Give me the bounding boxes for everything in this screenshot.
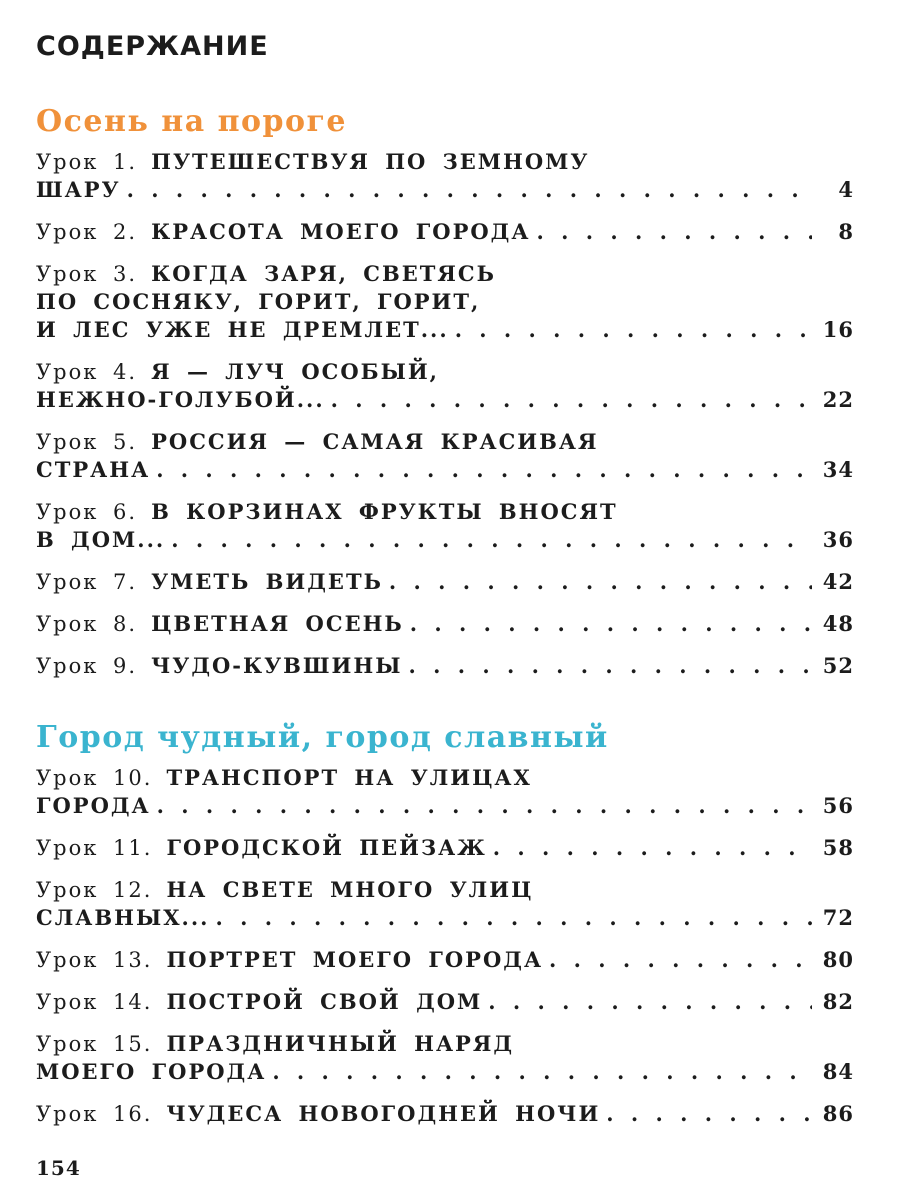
toc-entry-line xyxy=(36,260,854,288)
page-ref: 42 xyxy=(822,569,854,594)
lesson-title: В КОРЗИНАХ ФРУКТЫ ВНОСЯТ xyxy=(151,499,618,524)
dot-leader xyxy=(156,456,812,484)
page-ref: 86 xyxy=(822,1101,854,1126)
toc-entry-line xyxy=(36,610,854,638)
toc-entry[interactable] xyxy=(36,498,854,554)
lesson-label: Урок 13. xyxy=(36,948,153,972)
page-ref: 72 xyxy=(822,905,854,930)
lesson-label: Урок 2. xyxy=(36,220,138,244)
toc-entry[interactable] xyxy=(36,1100,854,1128)
dot-leader xyxy=(549,946,812,974)
lesson-label: Урок 9. xyxy=(36,654,138,678)
lesson-label: Урок 11. xyxy=(36,836,153,860)
lesson-title: В ДОМ... xyxy=(36,527,166,552)
dot-leader xyxy=(536,218,812,246)
section-title-autumn: Осень на пороге xyxy=(36,104,348,139)
dot-leader xyxy=(331,386,812,414)
toc-page xyxy=(36,26,854,1142)
toc-entry-line xyxy=(36,876,854,904)
toc-entry-line xyxy=(36,176,854,204)
lesson-title: КРАСОТА МОЕГО ГОРОДА xyxy=(151,219,531,244)
page-ref: 8 xyxy=(838,219,854,244)
toc-list-city xyxy=(36,764,854,1128)
toc-entry-line xyxy=(36,1100,854,1128)
toc-entry-line xyxy=(36,946,854,974)
lesson-title: ПО СОСНЯКУ, ГОРИТ, ГОРИТ, xyxy=(36,289,481,314)
lesson-title: ГОРОДА xyxy=(36,793,151,818)
lesson-title: ЧУДЕСА НОВОГОДНЕЙ НОЧИ xyxy=(166,1101,601,1126)
page-ref: 48 xyxy=(822,611,854,636)
page-ref: 4 xyxy=(838,177,854,202)
dot-leader xyxy=(455,316,812,344)
toc-entry-line xyxy=(36,498,854,526)
page-ref: 16 xyxy=(822,317,854,342)
page-number: 154 xyxy=(36,1156,81,1180)
toc-entry[interactable] xyxy=(36,876,854,932)
toc-entry[interactable] xyxy=(36,1030,854,1086)
lesson-label: Урок 14. xyxy=(36,990,153,1014)
page-ref: 82 xyxy=(822,989,854,1014)
toc-entry[interactable] xyxy=(36,358,854,414)
page-ref: 34 xyxy=(822,457,854,482)
lesson-title: ПУТЕШЕСТВУЯ ПО ЗЕМНОМУ xyxy=(151,149,590,174)
dot-leader xyxy=(493,834,812,862)
page-ref: 56 xyxy=(822,793,854,818)
toc-entry-line xyxy=(36,988,854,1016)
toc-entry-line xyxy=(36,792,854,820)
toc-entry[interactable] xyxy=(36,610,854,638)
lesson-label: Урок 4. xyxy=(36,360,138,384)
dot-leader xyxy=(389,568,812,596)
lesson-title: ТРАНСПОРТ НА УЛИЦАХ xyxy=(166,765,532,790)
toc-entry-line xyxy=(36,288,854,316)
lesson-title: ШАРУ xyxy=(36,177,121,202)
lesson-label: Урок 15. xyxy=(36,1032,153,1056)
toc-list-autumn xyxy=(36,148,854,680)
page-ref: 36 xyxy=(822,527,854,552)
toc-entry[interactable] xyxy=(36,260,854,344)
lesson-title: ЦВЕТНАЯ ОСЕНЬ xyxy=(151,611,404,636)
toc-entry-line xyxy=(36,456,854,484)
dot-leader xyxy=(157,792,812,820)
lesson-label: Урок 3. xyxy=(36,262,138,286)
lesson-label: Урок 8. xyxy=(36,612,138,636)
dot-leader xyxy=(272,1058,812,1086)
lesson-label: Урок 7. xyxy=(36,570,138,594)
toc-entry[interactable] xyxy=(36,428,854,484)
lesson-title: Я — ЛУЧ ОСОБЫЙ, xyxy=(151,359,439,384)
dot-leader xyxy=(215,904,812,932)
lesson-title: ГОРОДСКОЙ ПЕЙЗАЖ xyxy=(166,835,487,860)
toc-entry[interactable] xyxy=(36,834,854,862)
toc-entry[interactable] xyxy=(36,988,854,1016)
lesson-title: ПРАЗДНИЧНЫЙ НАРЯД xyxy=(166,1031,515,1056)
page-ref: 80 xyxy=(822,947,854,972)
lesson-label: Урок 5. xyxy=(36,430,138,454)
lesson-title: КОГДА ЗАРЯ, СВЕТЯСЬ xyxy=(151,261,496,286)
toc-entry-line xyxy=(36,834,854,862)
toc-entry-line xyxy=(36,1058,854,1086)
dot-leader xyxy=(408,652,812,680)
lesson-title: ПОСТРОЙ СВОЙ ДОМ xyxy=(166,989,483,1014)
lesson-title: НЕЖНО-ГОЛУБОЙ... xyxy=(36,387,325,412)
toc-entry[interactable] xyxy=(36,148,854,204)
toc-entry-line xyxy=(36,764,854,792)
dot-leader xyxy=(488,988,812,1016)
lesson-title: СТРАНА xyxy=(36,457,151,482)
lesson-title: УМЕТЬ ВИДЕТЬ xyxy=(151,569,383,594)
page-ref: 52 xyxy=(822,653,854,678)
lesson-title: СЛАВНЫХ... xyxy=(36,905,210,930)
toc-entry[interactable] xyxy=(36,764,854,820)
lesson-title: РОССИЯ — САМАЯ КРАСИВАЯ xyxy=(151,429,599,454)
toc-entry-line xyxy=(36,358,854,386)
lesson-title: ПОРТРЕТ МОЕГО ГОРОДА xyxy=(166,947,544,972)
toc-entry-line xyxy=(36,652,854,680)
toc-entry-line xyxy=(36,526,854,554)
dot-leader xyxy=(606,1100,812,1128)
dot-leader xyxy=(127,176,812,204)
lesson-label: Урок 1. xyxy=(36,150,138,174)
toc-entry-line xyxy=(36,904,854,932)
section-title-city: Город чудный, город славный xyxy=(36,720,609,755)
toc-entry-line xyxy=(36,428,854,456)
toc-entry-line xyxy=(36,218,854,246)
toc-entry[interactable] xyxy=(36,946,854,974)
toc-entry[interactable] xyxy=(36,652,854,680)
lesson-label: Урок 16. xyxy=(36,1102,153,1126)
page-ref: 22 xyxy=(822,387,854,412)
toc-entry[interactable] xyxy=(36,218,854,246)
lesson-title: НА СВЕТЕ МНОГО УЛИЦ xyxy=(166,877,534,902)
lesson-title: МОЕГО ГОРОДА xyxy=(36,1059,267,1084)
page-ref: 58 xyxy=(822,835,854,860)
page-ref: 84 xyxy=(822,1059,854,1084)
lesson-label: Урок 10. xyxy=(36,766,153,790)
toc-entry-line xyxy=(36,316,854,344)
toc-entry-line xyxy=(36,386,854,414)
page-title: СОДЕРЖАНИЕ xyxy=(36,31,269,62)
lesson-label: Урок 12. xyxy=(36,878,153,902)
toc-entry-line xyxy=(36,568,854,596)
toc-entry-line xyxy=(36,148,854,176)
toc-entry-line xyxy=(36,1030,854,1058)
dot-leader xyxy=(171,526,812,554)
lesson-title: И ЛЕС УЖЕ НЕ ДРЕМЛЕТ... xyxy=(36,317,449,342)
lesson-title: ЧУДО-КУВШИНЫ xyxy=(151,653,403,678)
lesson-label: Урок 6. xyxy=(36,500,138,524)
toc-entry[interactable] xyxy=(36,568,854,596)
dot-leader xyxy=(410,610,812,638)
